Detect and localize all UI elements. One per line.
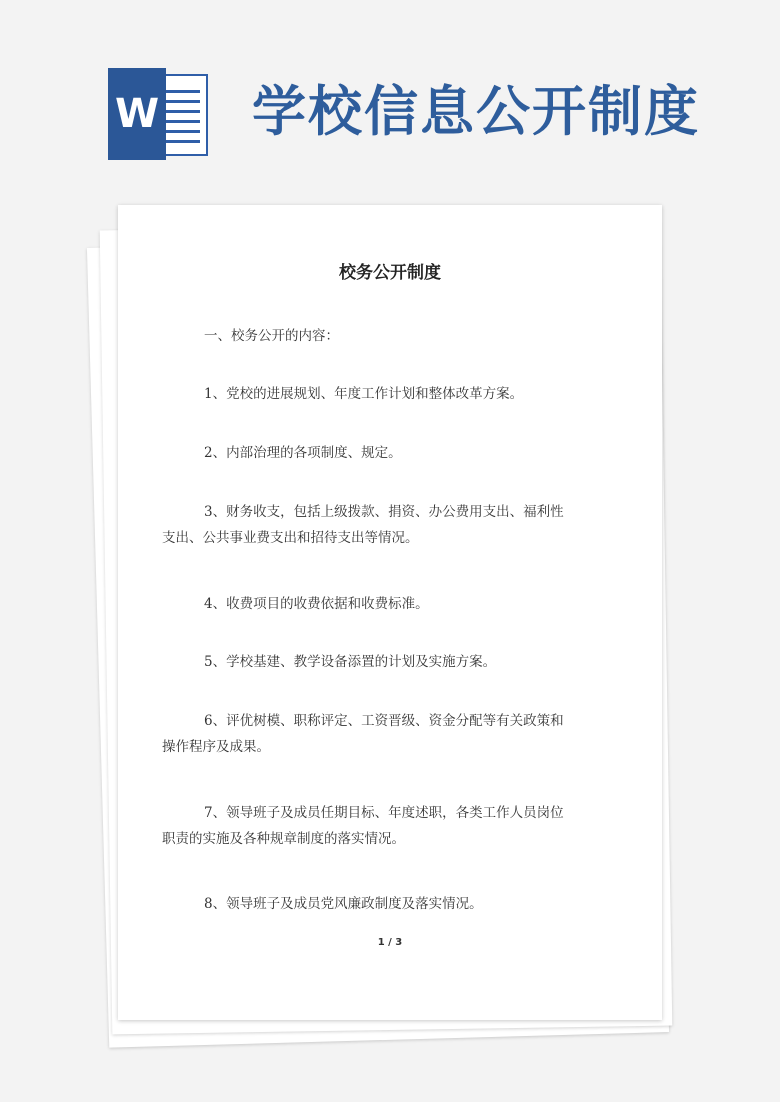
paragraph-text: 5、学校基建、教学设备添置的计划及实施方案。: [204, 654, 497, 670]
paragraph-section-heading: [204, 323, 644, 349]
paragraph-item-4: [204, 591, 644, 617]
header: [0, 0, 780, 200]
paragraph-text: 4、收费项目的收费依据和收费标准。: [204, 596, 429, 612]
page-title: 学校信息公开制度: [252, 80, 700, 143]
paragraph-item-3: [162, 499, 604, 551]
paragraph-text: 2、内部治理的各项制度、规定。: [204, 445, 402, 461]
paragraph-item-2: [204, 440, 644, 466]
paragraph-item-1: [204, 381, 644, 407]
paragraph-item-7: [162, 800, 604, 852]
paragraph-continuation: 支出、公共事业费支出和招待支出等情况。: [162, 530, 419, 546]
paragraph-item-5: [204, 649, 644, 675]
paragraph-text: 8、领导班子及成员党风廉政制度及落实情况。: [204, 896, 483, 912]
word-icon-letter: W: [108, 68, 166, 160]
paragraph-text: 3、财务收支，包括上级拨款、捐资、办公费用支出、福利性: [204, 504, 564, 520]
document-title: 校务公开制度: [339, 263, 441, 283]
page-number: 1 / 3: [377, 937, 403, 948]
paragraph-text: 6、评优树模、职称评定、工资晋级、资金分配等有关政策和: [204, 713, 564, 729]
paragraph-item-6: [162, 708, 604, 760]
paragraph-text: 1、党校的进展规划、年度工作计划和整体改革方案。: [204, 386, 524, 402]
paragraph-continuation: 操作程序及成果。: [162, 739, 270, 755]
word-document-icon: [108, 68, 210, 160]
document-page: [118, 205, 662, 1020]
paragraph-text: 7、领导班子及成员任期目标、年度述职，各类工作人员岗位: [204, 805, 564, 821]
paragraph-item-8: [204, 891, 644, 917]
paragraph-continuation: 职责的实施及各种规章制度的落实情况。: [162, 831, 405, 847]
paragraph-text: 一、校务公开的内容：: [204, 328, 339, 344]
